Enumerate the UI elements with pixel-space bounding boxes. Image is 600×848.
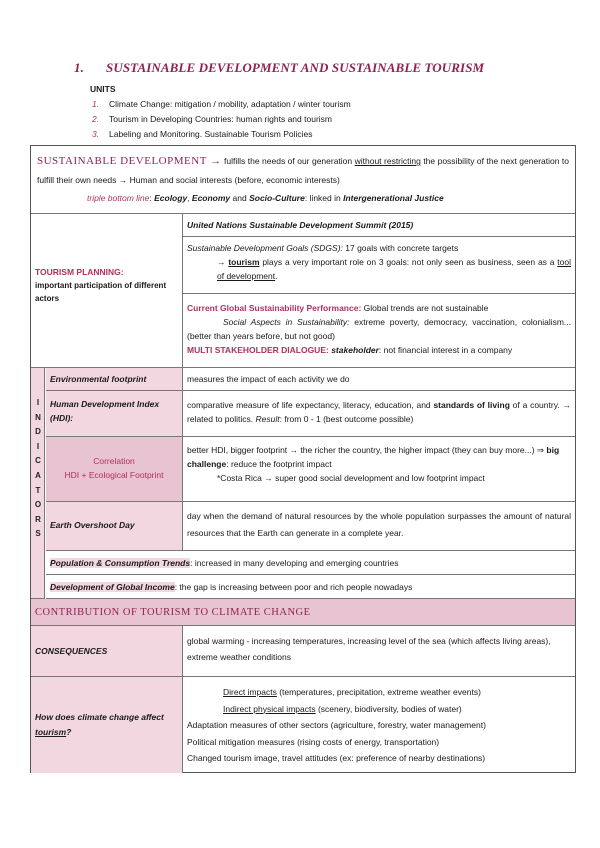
letter: I [36, 441, 40, 451]
section-number: 1. [74, 60, 84, 75]
unit-text: Tourism in Developing Countries: human rights and tourism [109, 114, 332, 124]
unit-item [92, 129, 313, 139]
perf-label: Current Global Sustainability Performance: [187, 303, 362, 313]
notes-table [30, 145, 576, 773]
direct-impacts-text: (temperatures, precipitation, extreme weather events) [276, 687, 481, 697]
standards-of-living: standards of living [433, 400, 510, 410]
performance-cell [183, 294, 575, 368]
env-footprint-label-cell [46, 368, 182, 391]
how-affect-label-cell [31, 677, 182, 773]
social-text: extreme poverty, democracy, vaccination, colonialism... (better than years before, but not good) [187, 317, 572, 341]
units-heading: UNITS [90, 84, 116, 94]
sd-text: the possibility of the next generation to fulfill their own needs → Human and social interests (before, economic interests) [37, 156, 570, 185]
tourism-word: tourism [228, 257, 260, 267]
indirect-impacts-text: (scenery, biodiversity, bodies of water) [315, 703, 462, 714]
sd-underlined: without restricting [354, 156, 421, 166]
env-footprint-text: measures the impact of each activity we do [187, 374, 350, 384]
unit-item [92, 114, 332, 124]
consequences-text-cell [183, 626, 575, 677]
sep: , [187, 193, 192, 203]
unit-text: Climate Change: mitigation / mobility, adaptation / winter tourism [109, 99, 351, 109]
role-text: plays a very important role on 3 goals: not only seen as business, seen as a [259, 257, 558, 267]
consequences-text: global warming - increasing temperatures, increasing level of the sea (which affects living areas), extreme weather conditions [187, 636, 551, 662]
income-label: Development of Global Income [50, 582, 175, 592]
tool-of-development: tool of development [217, 257, 572, 281]
unit-text: Labeling and Monitoring. Sustainable Tourism Policies [109, 129, 313, 139]
section-title-text: SUSTAINABLE DEVELOPMENT AND SUSTAINABLE TOURISM [106, 60, 485, 75]
env-footprint-label: Environmental footprint [50, 374, 147, 384]
letter: T [35, 485, 41, 495]
political-measures: Political mitigation measures (rising costs of energy, transportation) [187, 736, 440, 747]
sep: and [230, 193, 250, 203]
how-affect-label: How does climate change affect [35, 712, 164, 722]
direct-impacts: Direct impacts [223, 687, 277, 697]
consequences-label-cell [31, 626, 182, 677]
multi-label: MULTI STAKEHOLDER DIALOGUE: [187, 345, 329, 355]
correlation-text-cell [183, 437, 575, 502]
tourism-planning-label-cell [31, 214, 182, 368]
socio-culture-term: Socio-Culture [249, 193, 305, 203]
unit-number: 3. [92, 129, 100, 139]
tourism-planning-label: TOURISM PLANNING: [35, 267, 124, 277]
divider [182, 368, 183, 551]
economy-term: Economy [191, 193, 231, 203]
unit-number: 1. [92, 99, 100, 109]
eod-label-cell [46, 502, 182, 551]
changed-image: Changed tourism image, travel attitudes (ex: preference of nearby destinations) [187, 753, 486, 763]
income-text: : the gap is increasing between poor and rich people nowadays [174, 582, 413, 592]
summit-text: United Nations Sustainable Development Summit (2015) [187, 220, 414, 230]
letter: C [35, 456, 41, 466]
letter: N [35, 412, 41, 422]
correlation-label-cell [46, 437, 182, 502]
dot: . [275, 271, 278, 281]
multi-text: : not financial interest in a company [378, 345, 513, 355]
climate-header-row [31, 599, 575, 626]
hdi-text-cell [183, 391, 575, 437]
how-affect-tourism: tourism [35, 727, 67, 737]
result-word: Result [255, 414, 280, 424]
how-affect-text-cell [183, 677, 575, 773]
big-challenge: big challenge [187, 445, 560, 469]
letter: R [35, 514, 41, 524]
intergenerational-term: Intergenerational Justice [343, 193, 444, 203]
climate-heading: CONTRIBUTION OF TOURISM TO CLIMATE CHANGE [35, 607, 311, 618]
social-label: Social Aspects in Sustainability: [223, 317, 350, 327]
ecology-term: Ecology [154, 193, 188, 203]
hdi-label-cell [46, 391, 182, 437]
sep: : linked in [304, 193, 344, 203]
divider [182, 626, 183, 773]
summit-cell [183, 214, 575, 237]
tbl-label: triple bottom line [87, 193, 150, 203]
env-footprint-text-cell [183, 368, 575, 391]
sustainable-development-row [31, 146, 575, 214]
letter: O [34, 500, 42, 510]
population-text: : increased in many developing and emerging countries [190, 558, 399, 568]
income-row [46, 575, 575, 599]
sdgs-label: Sustainable Development Goals (SDGS): [187, 243, 343, 253]
sdgs-cell [183, 237, 575, 294]
eod-label: Earth Overshoot Day [50, 520, 135, 530]
eod-text: day when the demand of natural resources by the whole population surpasses the amount of natural resources that the Earth can generate in a complete year. [187, 511, 571, 538]
letter: A [35, 470, 41, 480]
letter: D [35, 427, 41, 437]
sd-text: fulfills the needs of our generation [221, 156, 355, 166]
hdi-label: Human Development Index (HDI): [50, 399, 160, 423]
arrow: → [217, 257, 229, 267]
eod-text-cell [183, 502, 575, 551]
correlation-text: : reduce the footprint impact [226, 459, 332, 469]
sdgs-text: 17 goals with concrete targets [342, 243, 459, 253]
correlation-text: better HDI, bigger footprint → the richer the country, the higher impact (they can buy more...) ⇒ [187, 445, 547, 455]
hdi-text: : from 0 - 1 (best outcome possible) [279, 414, 414, 424]
stakeholder-term: stakeholder [331, 345, 379, 355]
indirect-impacts: Indirect physical impacts [223, 703, 316, 714]
question-mark: ? [66, 727, 72, 737]
correlation-sub: HDI + Ecological Footprint [64, 470, 164, 480]
tourism-planning-sub: important participation of different actors [35, 281, 167, 303]
sep: : [149, 193, 155, 203]
perf-text: Global trends are not sustainable [361, 303, 489, 313]
population-label: Population & Consumption Trends [50, 558, 191, 568]
indicators-side-strip [31, 368, 45, 599]
section-title [74, 60, 484, 76]
hdi-text: comparative measure of life expectancy, literacy, education, and [187, 400, 434, 410]
costa-rica-note: *Costa Rica → super good social development and low footprint impact [217, 473, 485, 483]
triple-bottom-line [37, 190, 569, 207]
hdi-text: of a country. → related to politics. [187, 400, 571, 424]
sd-heading: SUSTAINABLE DEVELOPMENT → [37, 155, 222, 167]
letter: S [35, 529, 41, 539]
correlation-label: Correlation [93, 456, 135, 466]
population-row [46, 551, 575, 575]
unit-item [92, 99, 351, 109]
indicators-vertical-label [31, 396, 45, 542]
consequences-label: CONSEQUENCES [35, 646, 108, 656]
letter: I [36, 398, 40, 407]
adaptation-measures: Adaptation measures of other sectors (agriculture, forestry, water management) [187, 720, 486, 730]
unit-number: 2. [92, 114, 100, 124]
